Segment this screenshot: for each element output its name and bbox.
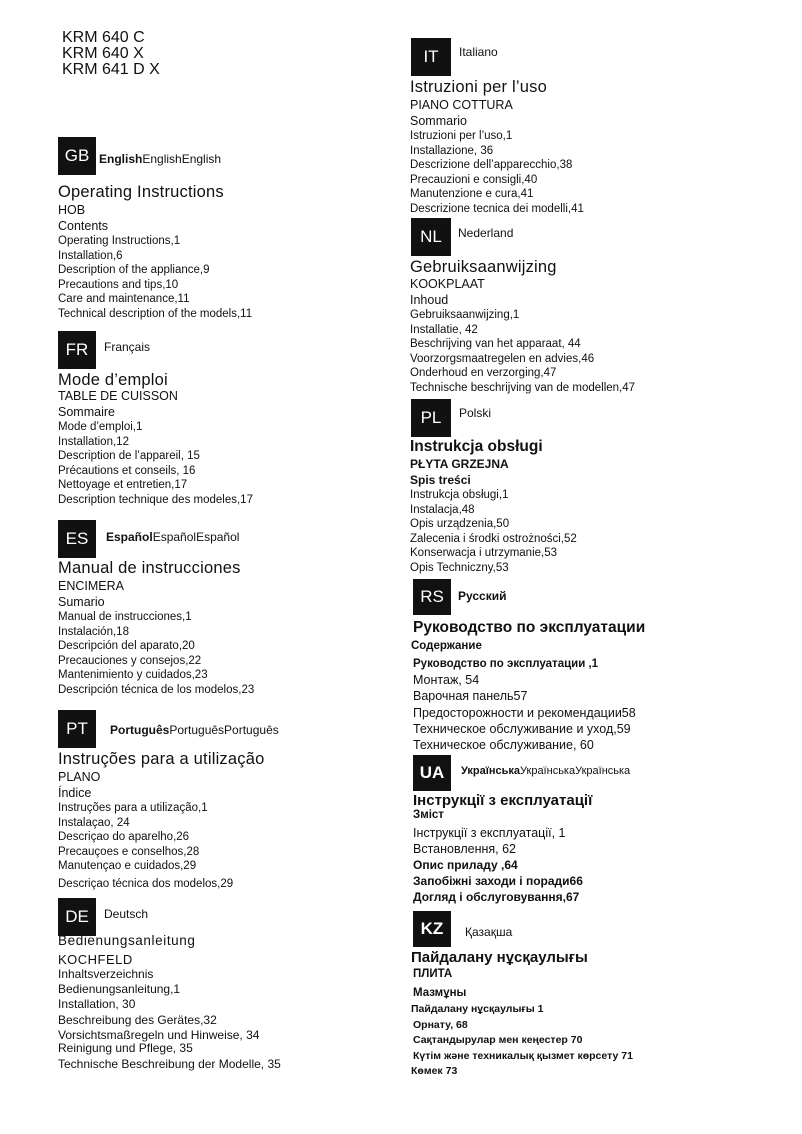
contents-item: Onderhoud en verzorging,47 [410,367,557,380]
language-name-part: Português [169,723,225,737]
language-name-part: Español [152,530,197,544]
language-name: Русский [458,589,507,603]
product-name: TABLE DE CUISSON [58,389,178,403]
language-name: Nederland [458,226,514,240]
contents-item: Предосторожности и рекомендации58 [413,705,636,720]
contents-item: Opis urządzenia,50 [410,518,510,531]
contents-item: Descripción del aparato,20 [58,640,195,653]
language-name: Қазақша [465,925,513,939]
contents-item: Opis Techniczny,53 [410,561,509,574]
section-title: Instruções para a utilização [58,750,265,768]
contents-item: Техническое обслуживание, 60 [413,738,594,753]
language-code-badge: PT [58,710,96,748]
contents-item: Instrukcja obsługi,1 [410,489,509,501]
language-code-badge: DE [58,898,96,936]
contents-heading: Inhaltsverzeichnis [58,967,154,981]
language-name: Français [104,340,151,354]
section-title: Instrukcja obsługi [410,438,543,455]
language-code-badge: KZ [413,911,451,947]
contents-item: Description technique des modeles,17 [58,493,253,506]
contents-item: Reinigung und Pflege, 35 [58,1041,193,1056]
language-name [461,765,630,777]
contents-list [58,420,253,508]
contents-heading: Содержание [411,640,482,652]
contents-item: Vorsichtsmaßregeln und Hinweise, 34 [58,1027,260,1042]
contents-item: Installazione, 36 [410,144,494,157]
language-name-part: Українська [575,765,631,777]
contents-list [413,656,636,753]
contents-item: Istruzioni per l’uso,1 [410,130,513,142]
contents-item: Description de l’appareil, 15 [58,450,200,463]
language-name-part: English [181,152,222,166]
section-title: Інструкції з експлуатації [413,792,593,809]
contents-item: Technische Beschreibung der Modelle, 35 [58,1057,281,1072]
language-code-badge: FR [58,331,96,369]
contents-item: Operating Instructions,1 [58,235,181,247]
language-code-badge: IT [411,38,451,76]
contents-item: Догляд і обслуговування,67 [413,890,580,904]
contents-item: Installatie, 42 [410,323,478,336]
language-name-part: Español [196,530,240,544]
language-name [99,152,221,166]
contents-item: Beschreibung des Gerätes,32 [58,1012,217,1027]
section-title: Mode d’emploi [58,371,168,389]
contents-heading: Sommaire [58,405,115,419]
language-name [110,723,279,737]
contents-item: Descriçao do aparelho,26 [58,831,190,844]
section-title: Пайдалану нұсқаулығы [411,949,588,966]
product-name: PLANO [58,770,101,784]
section-title: Руководство по эксплуатации [413,619,646,636]
language-name-part: Português [110,723,170,737]
contents-heading: Sumario [58,595,105,609]
contents-item: Precautions and tips,10 [58,278,179,291]
contents-item: Precauzioni e consigli,40 [410,173,538,186]
contents-item: Руководство по эксплуатации ,1 [413,658,599,670]
contents-list [58,610,254,698]
contents-list [58,234,252,322]
language-name-part: Українська [520,765,576,777]
contents-item: Technische beschrijving van de modellen,47 [410,381,636,394]
product-name: KOCHFELD [58,952,133,967]
contents-item: Instalación,18 [58,625,129,638]
language-code-badge: RS [413,579,451,615]
language-name: Polski [459,406,492,420]
model-list [62,30,160,78]
contents-item: Descriçao técnica dos modelos,29 [58,877,234,890]
contents-list [410,488,577,576]
language-code-badge: ES [58,520,96,558]
language-name-part: Português [224,723,279,737]
language-name-part: English [142,152,182,166]
language-name: Deutsch [104,907,149,921]
language-name-part: Українська [461,765,521,777]
contents-item: Mode d’emploi,1 [58,421,143,433]
contents-item: Instalacja,48 [410,503,475,516]
section-title: Operating Instructions [58,183,224,201]
product-name: HOB [58,203,86,217]
contents-item: Техническое обслуживание и уход,59 [413,721,631,736]
contents-list [410,308,635,396]
contents-item: Descripción técnica de los modelos,23 [58,683,255,696]
contents-item: Встановлення, 62 [413,842,517,856]
contents-item: Варочная панель57 [413,689,528,704]
model-name: KRM 640 X [62,45,144,62]
contents-list [413,825,583,905]
contents-item: Installation, 30 [58,997,136,1012]
section-title: Gebruiksaanwijzing [410,258,557,276]
language-name: Italiano [459,45,498,59]
product-name: ПЛИТА [413,968,453,980]
contents-heading: Sommario [410,114,467,128]
contents-item: Күтім және техникалық қызмет көрсету 71 [413,1049,633,1062]
language-code-badge: PL [411,399,451,437]
contents-item: Сақтандырулар мен кеңестер 70 [413,1034,583,1046]
language-code-badge: UA [413,755,451,791]
contents-item: Опис приладу ,64 [413,858,518,872]
section-title: Istruzioni per l’uso [410,78,547,96]
contents-item: Пайдалану нұсқаулығы 1 [411,1003,544,1015]
contents-list [410,129,584,217]
language-code-badge: GB [58,137,96,175]
contents-item: Manual de instrucciones,1 [58,611,192,623]
product-name: PŁYTA GRZEJNA [410,457,509,471]
contents-list [58,967,281,1072]
contents-item: Technical description of the models,11 [58,307,253,320]
contents-item: Manutenzione e cura,41 [410,188,534,201]
contents-heading: Мазмұны [413,987,467,999]
product-name: ENCIMERA [58,579,124,593]
contents-item: Installation,6 [58,249,123,262]
contents-item: Орнату, 68 [413,1018,468,1031]
contents-heading: Inhoud [410,293,449,307]
contents-item: Beschrijving van het apparaat, 44 [410,338,581,351]
contents-item: Instalaçao, 24 [58,816,130,829]
contents-item: Zalecenia i środki ostrożności,52 [410,532,577,545]
contents-item: Precauciones y consejos,22 [58,654,202,667]
contents-item: Монтаж, 54 [413,673,480,688]
contents-item: Manutençao e cuidados,29 [58,860,197,873]
contents-item: Descrizione tecnica dei modelli,41 [410,202,584,215]
contents-item: Descrizione dell’apparecchio,38 [410,159,573,172]
contents-item: Précautions et conseils, 16 [58,464,196,477]
contents-list [58,801,233,892]
contents-item: Precauçoes e conselhos,28 [58,845,200,858]
contents-heading: Spis treści [410,473,471,487]
contents-item: Description of the appliance,9 [58,264,210,277]
contents-item: Запобіжні заходи і поради66 [413,874,583,888]
contents-heading: Зміст [413,809,444,821]
contents-item: Instruções para a utilização,1 [58,802,208,814]
section-title: Bedienungsanleitung [58,933,196,948]
contents-item: Інструкції з експлуатації, 1 [413,826,566,840]
language-code-badge: NL [411,218,451,256]
product-name: PIANO COTTURA [410,98,513,112]
contents-item: Konserwacja i utrzymanie,53 [410,547,558,560]
product-name: KOOKPLAAT [410,277,485,291]
contents-item: Voorzorgsmaatregelen en advies,46 [410,352,595,365]
contents-heading: Contents [58,219,109,233]
contents-item: Көмек 73 [411,1065,458,1077]
contents-item: Installation,12 [58,435,129,448]
contents-list [411,1002,633,1080]
language-name [106,530,239,544]
contents-item: Nettoyage et entretien,17 [58,479,188,492]
contents-heading: Índice [58,786,92,800]
contents-item: Care and maintenance,11 [58,293,190,306]
model-name: KRM 641 D X [62,61,160,78]
section-title: Manual de instrucciones [58,559,241,577]
contents-item: Gebruiksaanwijzing,1 [410,309,520,321]
language-name-part: English [99,152,143,166]
model-name: KRM 640 C [62,29,145,46]
contents-item: Mantenimiento y cuidados,23 [58,669,208,682]
language-name-part: Español [106,530,153,544]
contents-item: Bedienungsanleitung,1 [58,982,181,997]
